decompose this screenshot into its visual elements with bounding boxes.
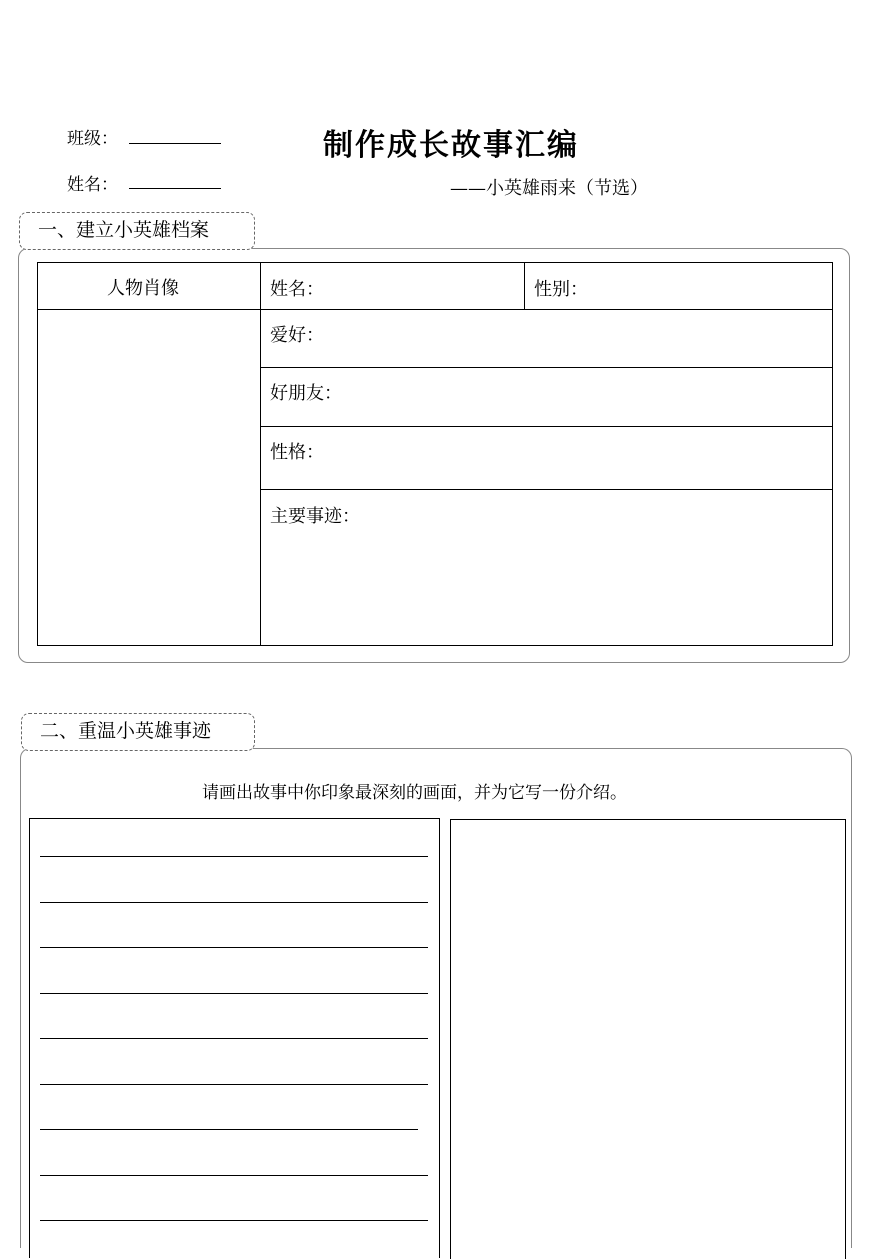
table-divider	[260, 367, 833, 368]
section1-panel	[18, 248, 850, 663]
page-title: 制作成长故事汇编	[323, 128, 579, 163]
table-divider	[524, 262, 525, 309]
writing-line	[40, 1084, 428, 1085]
table-divider	[260, 426, 833, 427]
hero-name-label: 姓名：	[270, 279, 324, 300]
writing-line	[40, 856, 428, 857]
friend-label: 好朋友：	[270, 383, 342, 404]
section1-tab: 一、建立小英雄档案	[19, 212, 255, 250]
section2-tab: 二、重温小英雄事迹	[21, 713, 255, 751]
class-input-line[interactable]	[129, 143, 221, 144]
writing-line	[40, 902, 428, 903]
class-label: 班级：	[67, 129, 118, 149]
writing-line	[40, 1175, 428, 1176]
drawing-box[interactable]	[450, 819, 846, 1259]
writing-box[interactable]	[29, 818, 440, 1258]
page-subtitle: ——小英雄雨来（节选）	[450, 178, 648, 199]
section2-panel	[20, 748, 852, 1248]
deeds-label: 主要事迹：	[270, 506, 360, 527]
portrait-header: 人物肖像	[107, 278, 179, 299]
writing-line	[40, 1220, 428, 1221]
writing-line	[40, 993, 428, 994]
portrait-drawing-area[interactable]	[38, 310, 259, 645]
instruction-text: 请画出故事中你印象最深刻的画面，并为它写一份介绍。	[202, 783, 627, 803]
writing-line	[40, 947, 428, 948]
table-divider	[260, 262, 261, 646]
writing-line	[40, 1038, 428, 1039]
personality-label: 性格：	[270, 442, 324, 463]
table-divider	[260, 489, 833, 490]
gender-label: 性别：	[534, 279, 588, 300]
student-name-input-line[interactable]	[129, 188, 221, 189]
hobby-label: 爱好：	[270, 325, 324, 346]
student-name-label: 姓名：	[67, 175, 118, 195]
writing-line	[40, 1129, 418, 1130]
